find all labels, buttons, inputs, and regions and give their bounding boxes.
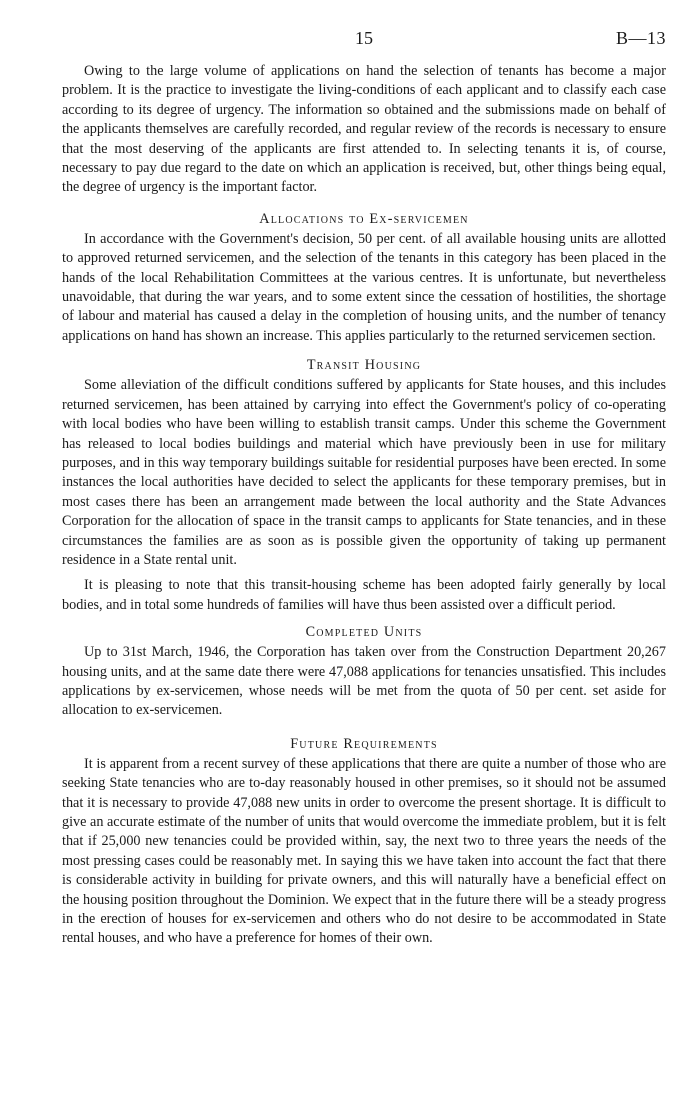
future-requirements-paragraph: It is apparent from a recent survey of these applications that there are quite a number of those who are seeking State tenancies who are to-day reasonably housed in other premises, so it should not be assumed that it is necessary to provide 47,088 new units in order to overcome the present shortage. It is difficult to give an accurate estimate of the number of units that would overcome the immediate problem, but it is felt that if 25,000 new tenancies could be provided within, say, the next two to three years the needs of the most pressing cases could be reasonably met. In saying this we have taken into account the fact that there is considerable activity in building for private owners, and this will naturally have a beneficial effect on the housing position throughout the Dominion. We expect that in the future there will be a steady progress in the erection of houses for ex-servicemen and others who do not desire to be accommodated in State rental houses, and who have a preference for homes of their own. bbox=[62, 755, 666, 947]
transit-paragraph-1: Some alleviation of the difficult conditions suffered by applicants for State houses, and this includes returned servicemen, has been attained by carrying into effect the Government's policy of co-operating with local bodies who have been willing to establish transit camps. Under this scheme the Government has released to local bodies buildings and material which have previously been in use for military purposes, and in this way temporary buildings suitable for residential purposes have been erected. In some instances the local authorities have decided to select the applicants for these temporary premises, but in most cases there has been an arrangement made between the local authority and the State Advances Corporation for the allocation of space in the transit camps to applicants for State tenancies, and in these circumstances the families are as soon as is possible given the opportunity of taking up permanent residence in a State rental unit. bbox=[62, 377, 666, 568]
page-header bbox=[62, 28, 666, 62]
transit-paragraph-2: It is pleasing to note that this transit-housing scheme has been adopted fairly generally by local bodies, and in total some hundreds of families will have thus been assisted over a difficult period. bbox=[62, 577, 666, 613]
completed-units-paragraph: Up to 31st March, 1946, the Corporation has taken over from the Construction Department 20,267 housing units, and at the same date there were 47,088 applications for tenancies unsatisfied. This includes applications by ex-servicemen, whose needs will be met from the quota of 50 per cent. set aside for allocation to ex-servicemen. bbox=[62, 644, 666, 719]
document-page bbox=[62, 28, 666, 949]
completed-units-heading: Completed Units bbox=[305, 624, 423, 641]
intro-paragraph: Owing to the large volume of applications on hand the selection of tenants has become a major problem. It is the practice to investigate the living-conditions of each applicant and to classify each case according to its degree of urgency. The information so obtained and the submissions made on behalf of the applicants themselves are carefully recorded, and regular review of the records is necessary to ensure that the most deserving of the applicants are first attended to. In selecting tenants it is, of course, necessary to pay due regard to the date on which an application is received, but, other things being equal, the degree of urgency is the important factor. bbox=[62, 63, 666, 196]
future-requirements-heading: Future Requirements bbox=[290, 735, 438, 752]
document-reference: B—13 bbox=[615, 28, 666, 48]
allocations-paragraph: In accordance with the Government's decision, 50 per cent. of all available housing units are allotted to approved returned servicemen, and the selection of the tenants in this category has been placed in the hands of the local Rehabilitation Committees at the various centres. It is unfortunate, but nevertheless unavoidable, that during the war years, and to some extent since the cessation of hostilities, the shortage of labour and material has caused a delay in the completion of housing units, and the number of tenancy applications on hand has shown an increase. This applies particularly to the returned servicemen section. bbox=[62, 230, 666, 344]
transit-housing-heading: Transit Housing bbox=[306, 357, 422, 374]
allocations-heading: Allocations to Ex-servicemen bbox=[259, 210, 469, 227]
page-number: 15 bbox=[355, 28, 373, 48]
